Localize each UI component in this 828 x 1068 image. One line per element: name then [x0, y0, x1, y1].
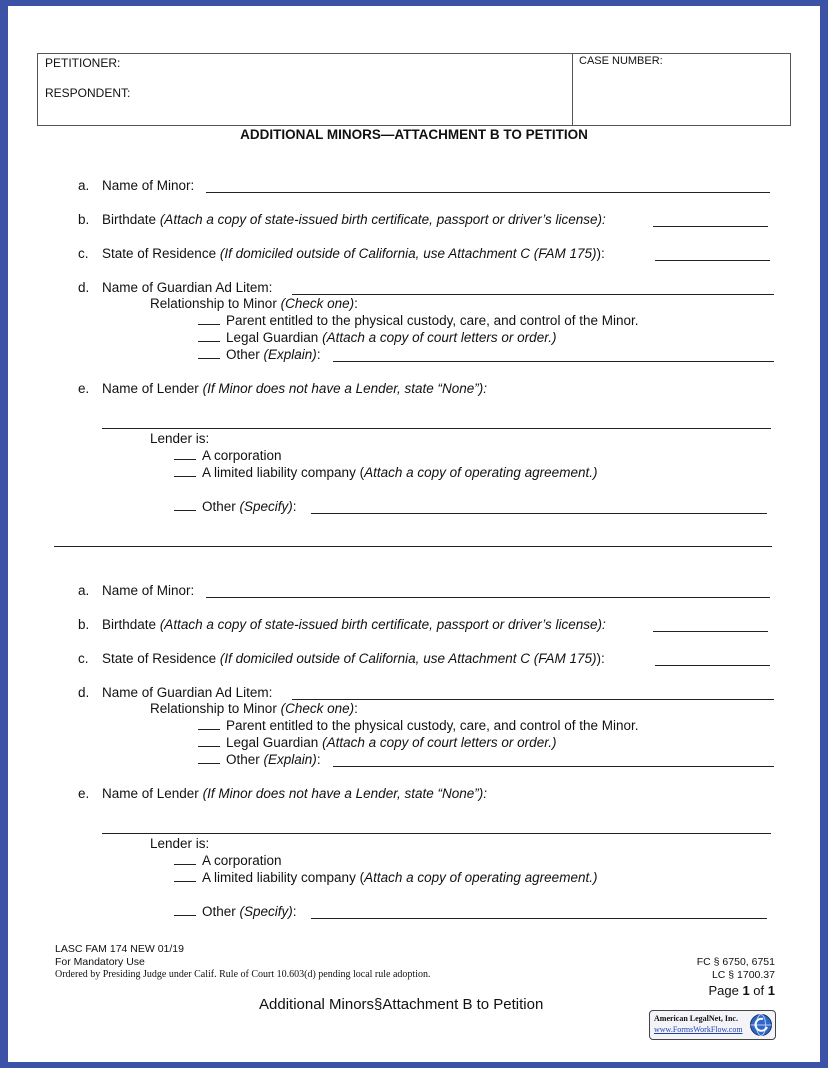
lender-option-other[interactable]: Other (Specify): — [174, 499, 297, 514]
item-d-letter: d. — [78, 280, 90, 295]
relationship-option-parent[interactable]: Parent entitled to the physical custody, care, and control of the Minor. — [198, 718, 638, 733]
relationship-other-field[interactable] — [333, 766, 774, 767]
relationship-other-field[interactable] — [333, 361, 774, 362]
item-c-letter: c. — [78, 246, 89, 261]
relationship-option-parent[interactable]: Parent entitled to the physical custody, care, and control of the Minor. — [198, 313, 638, 328]
section-separator — [54, 546, 772, 547]
badge-company: American LegalNet, Inc. — [654, 1014, 738, 1023]
state-residence-label: State of Residence (If domiciled outside of California, use Attachment C (FAM 175)): — [102, 651, 605, 666]
guardian-label: Name of Guardian Ad Litem: — [102, 685, 273, 700]
lender-is-label: Lender is: — [150, 836, 210, 851]
item-c-letter: c. — [78, 651, 89, 666]
form-id: LASC FAM 174 NEW 01/19 — [55, 943, 184, 955]
mandatory-use: For Mandatory Use — [55, 956, 145, 968]
lender-field[interactable] — [102, 833, 771, 834]
state-residence-field[interactable] — [655, 260, 770, 261]
case-number-label: CASE NUMBER: — [579, 55, 663, 67]
state-residence-label: State of Residence (If domiciled outside of California, use Attachment C (FAM 175)): — [102, 246, 605, 261]
fc-codes: FC § 6750, 6751 — [696, 956, 775, 968]
lender-other-field[interactable] — [311, 513, 767, 514]
badge-globe-icon — [749, 1013, 773, 1037]
state-residence-field[interactable] — [655, 665, 770, 666]
relationship-label: Relationship to Minor (Check one): — [150, 701, 358, 716]
relationship-option-guardian[interactable]: Legal Guardian (Attach a copy of court letters or order.) — [198, 735, 556, 750]
lender-option-llc[interactable]: A limited liability company (Attach a copy of operating agreement.) — [174, 870, 597, 885]
name-of-minor-field[interactable] — [206, 597, 770, 598]
name-of-minor-label: Name of Minor: — [102, 583, 195, 598]
item-e-letter: e. — [78, 381, 90, 396]
item-d-letter: d. — [78, 685, 90, 700]
caption-box — [37, 53, 791, 126]
birthdate-label: Birthdate (Attach a copy of state-issued birth certificate, passport or driver’s license): — [102, 212, 606, 227]
item-b-letter: b. — [78, 617, 90, 632]
item-e-letter: e. — [78, 786, 90, 801]
relationship-option-guardian[interactable]: Legal Guardian (Attach a copy of court letters or order.) — [198, 330, 556, 345]
guardian-field[interactable] — [292, 294, 774, 295]
lender-label: Name of Lender (If Minor does not have a Lender, state “None”): — [102, 786, 487, 801]
name-of-minor-field[interactable] — [206, 192, 770, 193]
item-a-letter: a. — [78, 178, 90, 193]
form-page — [8, 6, 820, 1062]
respondent-label: RESPONDENT: — [45, 86, 131, 100]
footer-title: Additional Minors§Attachment B to Petition — [259, 996, 544, 1013]
relationship-option-other[interactable]: Other (Explain): — [198, 347, 321, 362]
lender-is-label: Lender is: — [150, 431, 210, 446]
caption-divider — [572, 54, 573, 125]
form-title: ADDITIONAL MINORS—ATTACHMENT B TO PETITION — [240, 127, 588, 142]
lender-option-corporation[interactable]: A corporation — [174, 448, 282, 463]
birthdate-field[interactable] — [653, 631, 768, 632]
petitioner-label: PETITIONER: — [45, 56, 121, 70]
page-number: Page 1 of 1 — [708, 983, 775, 998]
lender-field[interactable] — [102, 428, 771, 429]
relationship-label: Relationship to Minor (Check one): — [150, 296, 358, 311]
legalnet-badge[interactable] — [649, 1010, 776, 1040]
lender-option-other[interactable]: Other (Specify): — [174, 904, 297, 919]
lender-option-corporation[interactable]: A corporation — [174, 853, 282, 868]
name-of-minor-label: Name of Minor: — [102, 178, 195, 193]
ordered-by: Ordered by Presiding Judge under Calif. Rule of Court 10.603(d) pending local rule adoption. — [55, 969, 431, 980]
lc-codes: LC § 1700.37 — [711, 969, 775, 981]
guardian-field[interactable] — [292, 699, 774, 700]
relationship-option-other[interactable]: Other (Explain): — [198, 752, 321, 767]
lender-label: Name of Lender (If Minor does not have a Lender, state “None”): — [102, 381, 487, 396]
birthdate-label: Birthdate (Attach a copy of state-issued birth certificate, passport or driver’s license): — [102, 617, 606, 632]
birthdate-field[interactable] — [653, 226, 768, 227]
item-a-letter: a. — [78, 583, 90, 598]
item-b-letter: b. — [78, 212, 90, 227]
guardian-label: Name of Guardian Ad Litem: — [102, 280, 273, 295]
badge-url[interactable]: www.FormsWorkFlow.com — [654, 1025, 743, 1034]
lender-option-llc[interactable]: A limited liability company (Attach a copy of operating agreement.) — [174, 465, 597, 480]
lender-other-field[interactable] — [311, 918, 767, 919]
